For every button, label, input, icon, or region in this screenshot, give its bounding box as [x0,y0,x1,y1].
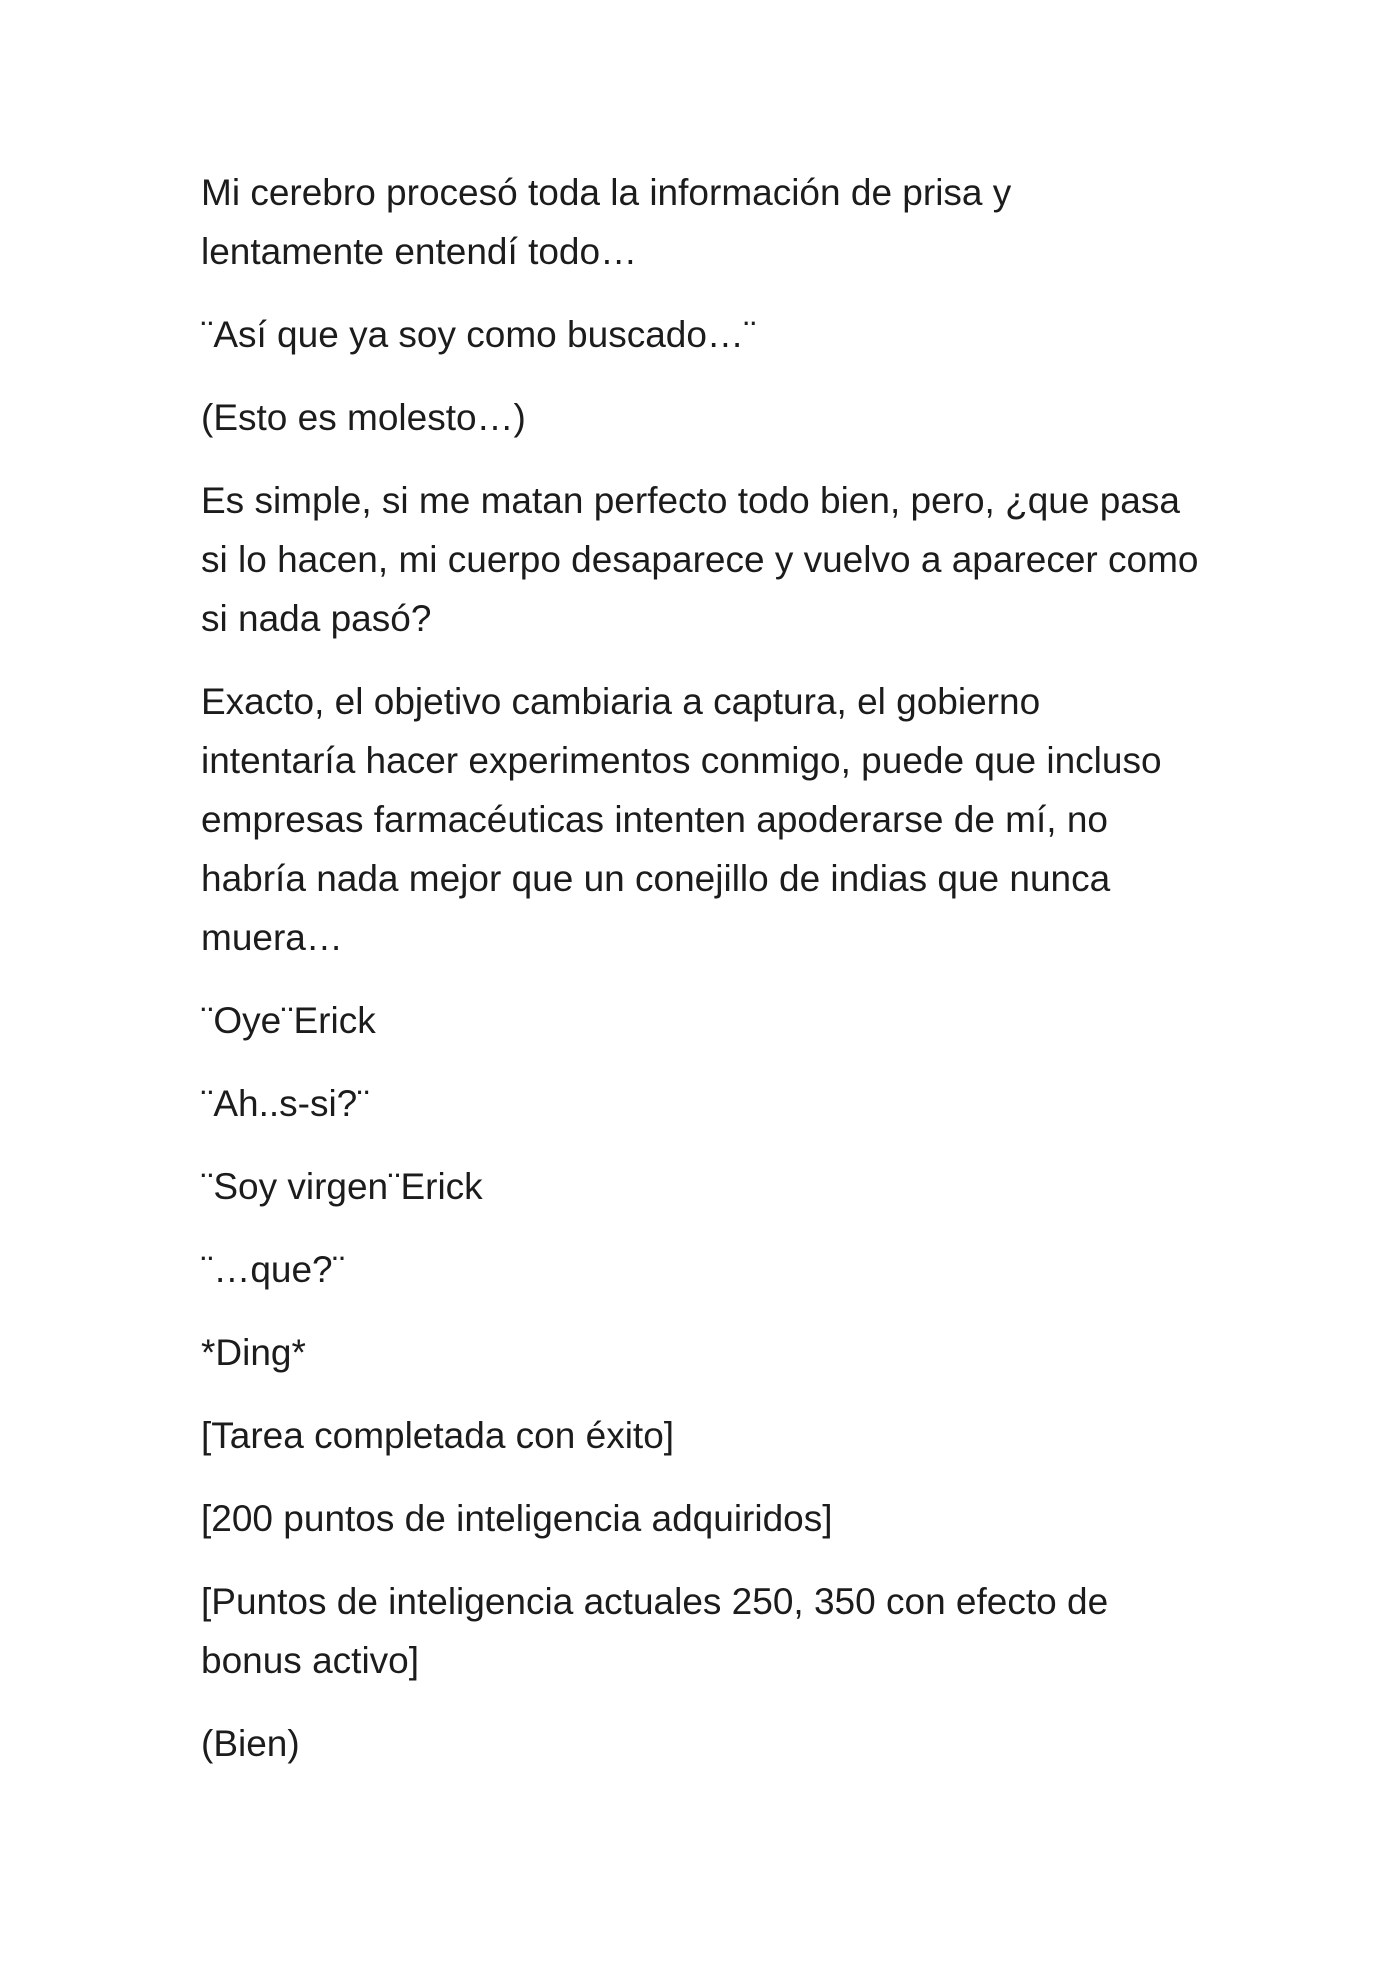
paragraph: [Puntos de inteligencia actuales 250, 350 con efecto de bonus activo] [201,1581,1109,1681]
paragraph: ¨Soy virgen¨Erick [201,1166,483,1207]
paragraph: (Bien) [201,1723,300,1764]
paragraph: [Tarea completada con éxito] [201,1415,675,1456]
document-body [201,163,1201,1797]
paragraph: Es simple, si me matan perfecto todo bien, pero, ¿que pasa si lo hacen, mi cuerpo desaparece y vuelvo a aparecer como si nada pasó? [201,480,1199,639]
paragraph: ¨…que?¨ [201,1249,345,1290]
paragraph: ¨Así que ya soy como buscado…¨ [201,314,757,355]
paragraph: *Ding* [201,1332,306,1373]
paragraph: (Esto es molesto…) [201,397,526,438]
paragraph: ¨Oye¨Erick [201,1000,376,1041]
paragraph: ¨Ah..s-si?¨ [201,1083,370,1124]
paragraph: Exacto, el objetivo cambiaria a captura, el gobierno intentaría hacer experimentos conmigo, puede que incluso empresas farmacéuticas intenten apoderarse de mí, no habría nada mejor que un conejillo de indias que nunca muera… [201,681,1162,958]
paragraph: [200 puntos de inteligencia adquiridos] [201,1498,833,1539]
paragraph: Mi cerebro procesó toda la información de prisa y lentamente entendí todo… [201,172,1012,272]
